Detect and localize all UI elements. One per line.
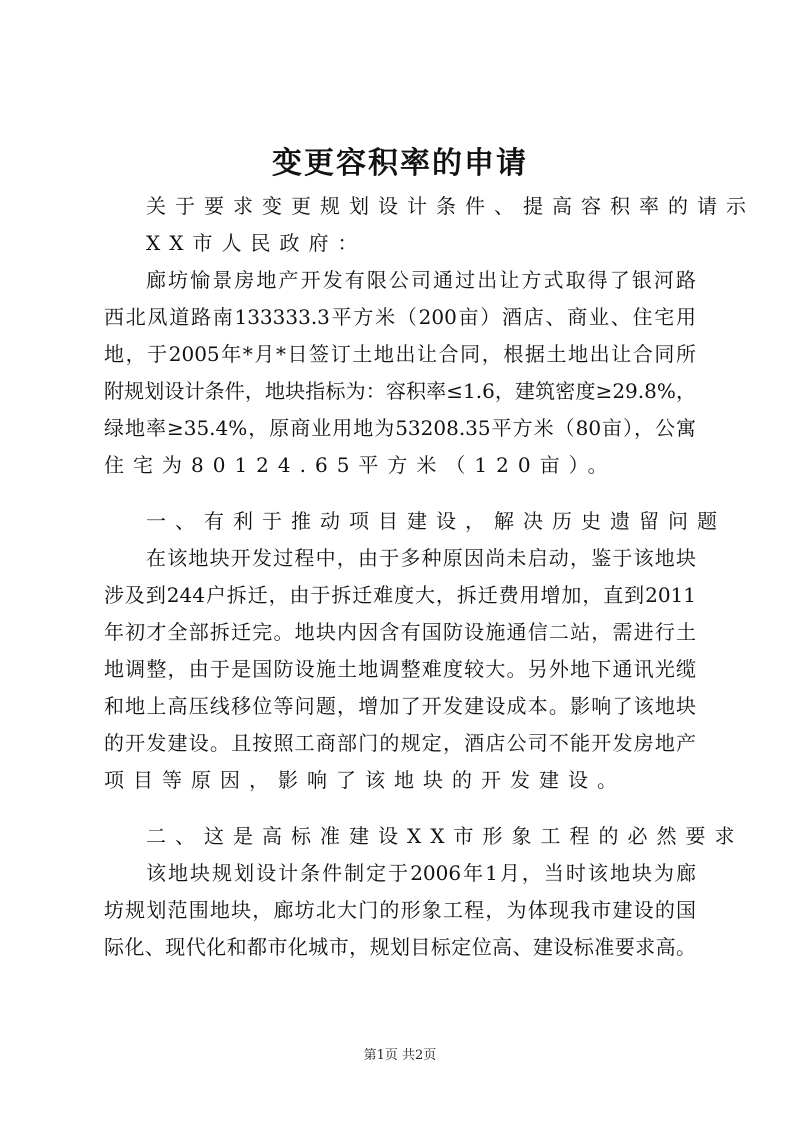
text-line: 一、有利于推动项目建设，解决历史遗留问题: [146, 509, 726, 533]
text-line: 该地块规划设计条件制定于2006年1月，当时该地块为廊: [146, 861, 696, 885]
text-line: 年初才全部拆迁完。地块内因含有国防设施通信二站，需进行土: [104, 620, 696, 644]
text-line: 地调整，由于是国防设施土地调整难度较大。另外地下通讯光缆: [104, 657, 696, 681]
text-line: 廊坊愉景房地产开发有限公司通过出让方式取得了银河路: [146, 268, 696, 292]
text-line: 的开发建设。且按照工商部门的规定，酒店公司不能开发房地产: [104, 731, 696, 755]
paragraph: [104, 540, 696, 799]
page-footer: 第1页 共2页: [363, 1048, 437, 1063]
paragraph: [104, 225, 696, 262]
text-line: 和地上高压线移位等问题，增加了开发建设成本。影响了该地块: [104, 694, 696, 718]
text-line: 项目等原因，影响了该地块的开发建设。: [104, 768, 626, 792]
paragraph: [104, 188, 755, 225]
text-line: 住宅为80124.65平方米（120亩）。: [104, 453, 617, 477]
document-title: 变更容积率的申请: [272, 146, 528, 181]
text-line: XX市人民政府：: [146, 231, 367, 255]
paragraph: [104, 503, 726, 540]
paragraph: [104, 855, 696, 966]
paragraph: [104, 262, 696, 484]
text-line: 在该地块开发过程中，由于多种原因尚未启动，鉴于该地块: [146, 546, 696, 570]
text-line: 地，于2005年*月*日签订土地出让合同，根据土地出让合同所: [104, 342, 696, 366]
text-line: 关于要求变更规划设计条件、提高容积率的请示: [146, 194, 755, 218]
text-line: 二、这是高标准建设XX市形象工程的必然要求: [146, 824, 744, 848]
text-line: 绿地率≥35.4%，原商业用地为53208.35平方米（80亩），公寓: [104, 416, 696, 440]
text-line: 际化、现代化和都市化城市，规划目标定位高、建设标准要求高。: [104, 935, 696, 959]
document-body: [104, 188, 755, 985]
text-line: 附规划设计条件，地块指标为：容积率≤1.6，建筑密度≥29.8%，: [104, 379, 696, 403]
paragraph: [104, 818, 744, 855]
text-line: 涉及到244户拆迁，由于拆迁难度大，拆迁费用增加，直到2011: [104, 583, 696, 607]
text-line: 西北凤道路南133333.3平方米（200亩）酒店、商业、住宅用: [104, 305, 696, 329]
text-line: 坊规划范围地块，廊坊北大门的形象工程，为体现我市建设的国: [104, 898, 696, 922]
